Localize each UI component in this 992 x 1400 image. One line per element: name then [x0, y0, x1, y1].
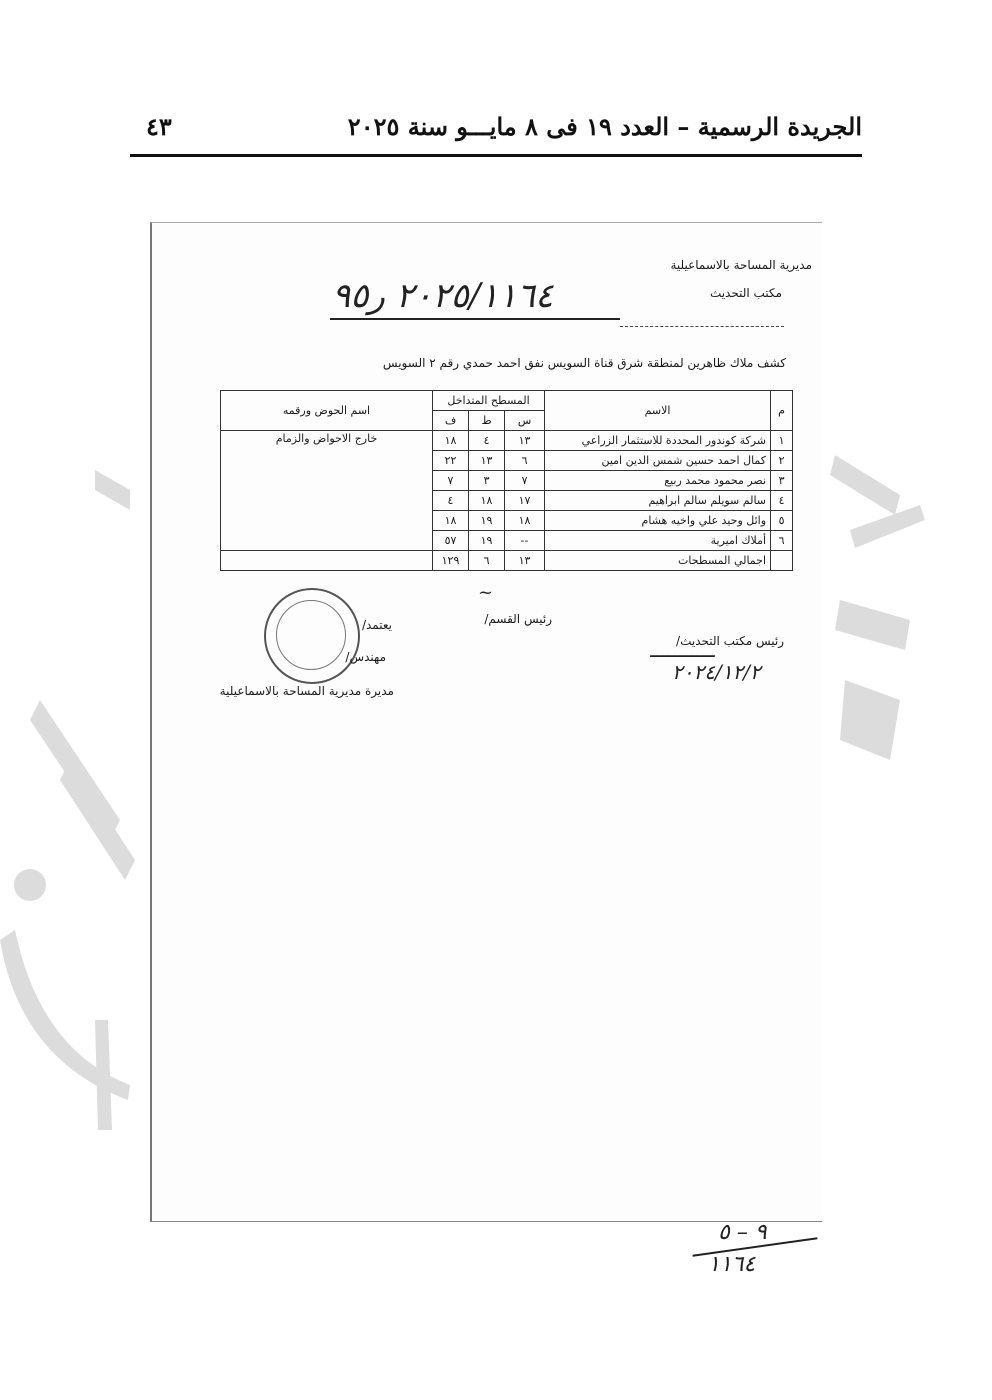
col-f: ف [433, 411, 469, 431]
col-name: الاسم [545, 391, 771, 431]
table-total-row [221, 551, 793, 571]
row-f: ٤ [433, 491, 469, 511]
row-name: نصر محمود محمد ربيع [545, 471, 771, 491]
row-s: ١٣ [505, 431, 545, 451]
total-s: ١٣ [505, 551, 545, 571]
section-head-signature: ~ [478, 582, 494, 603]
official-seal [264, 588, 360, 684]
row-name: سالم سويلم سالم ابراهيم [545, 491, 771, 511]
approve-label: يعتمد/ [361, 618, 392, 632]
office-head-label: رئيس مكتب التحديث/ [676, 634, 784, 648]
row-s: ١٧ [505, 491, 545, 511]
office-head-date: ٢٠٢٤/١٢/٢ [672, 660, 761, 684]
scanned-document [150, 222, 822, 1222]
office-label: مكتب التحديث [709, 286, 782, 300]
row-name: وائل وحيد علي واخيه هشام [545, 511, 771, 531]
row-t: ١٣ [469, 451, 505, 471]
ownership-table [220, 390, 793, 571]
gazette-title: الجريدة الرسمية – العدد ١٩ فى ٨ مايـــو سنة ٢٠٢٥ [347, 112, 862, 141]
page-number: ٤٣ [146, 112, 172, 141]
header-rule [130, 154, 862, 157]
row-no: ١ [771, 431, 793, 451]
section-head-label: رئيس القسم/ [484, 612, 552, 626]
subject-line: كشف ملاك ظاهرين لمنطقة شرق قناة السويس نفق احمد حمدي رقم ٢ السويس [382, 356, 786, 370]
row-f: ٥٧ [433, 531, 469, 551]
col-s: س [505, 411, 545, 431]
row-s: ١٨ [505, 511, 545, 531]
table-row [221, 431, 793, 451]
row-no: ٥ [771, 511, 793, 531]
office-head-signature: ـــــــــــ [650, 638, 715, 662]
row-s: ٦ [505, 451, 545, 471]
row-s: ٧ [505, 471, 545, 491]
row-f: ١٨ [433, 431, 469, 451]
col-t: ط [469, 411, 505, 431]
row-t: ٤ [469, 431, 505, 451]
gazette-header [130, 112, 862, 148]
row-f: ١٨ [433, 511, 469, 531]
reference-number: ٢٠٢٥/١١٦٤ ر٩٥ [332, 276, 554, 316]
row-f: ٧ [433, 471, 469, 491]
row-t: ١٩ [469, 531, 505, 551]
reference-underline [330, 318, 620, 320]
row-name: أملاك اميرية [545, 531, 771, 551]
footer-note-top: ٩ – ٥ [718, 1220, 767, 1245]
row-t: ٣ [469, 471, 505, 491]
row-name: شركة كوندور المحددة للاستثمار الزراعي [545, 431, 771, 451]
col-area: المسطح المتداخل [433, 391, 545, 411]
total-f: ١٢٩ [433, 551, 469, 571]
basin-cell: خارج الاحواض والزمام [221, 431, 433, 551]
total-label: اجمالي المسطحات [545, 551, 771, 571]
director-label: مديرة مديرية المساحة بالاسماعيلية [219, 684, 394, 698]
row-f: ٢٢ [433, 451, 469, 471]
row-t: ١٨ [469, 491, 505, 511]
table-header-row [221, 391, 793, 411]
row-name: كمال احمد حسين شمس الدين امين [545, 451, 771, 471]
row-no: ٤ [771, 491, 793, 511]
row-no: ٦ [771, 531, 793, 551]
row-no: ٣ [771, 471, 793, 491]
row-no: ٢ [771, 451, 793, 471]
col-no: م [771, 391, 793, 431]
engineer-label: مهندس/ [345, 650, 386, 664]
col-basin: اسم الحوض ورقمه [221, 391, 433, 431]
directorate-label: مديرية المساحة بالاسماعيلية [670, 258, 812, 272]
row-t: ١٩ [469, 511, 505, 531]
row-s: -- [505, 531, 545, 551]
footer-note-bottom: ١١٦٤ [708, 1252, 756, 1277]
dotted-line [620, 326, 784, 327]
total-t: ٦ [469, 551, 505, 571]
